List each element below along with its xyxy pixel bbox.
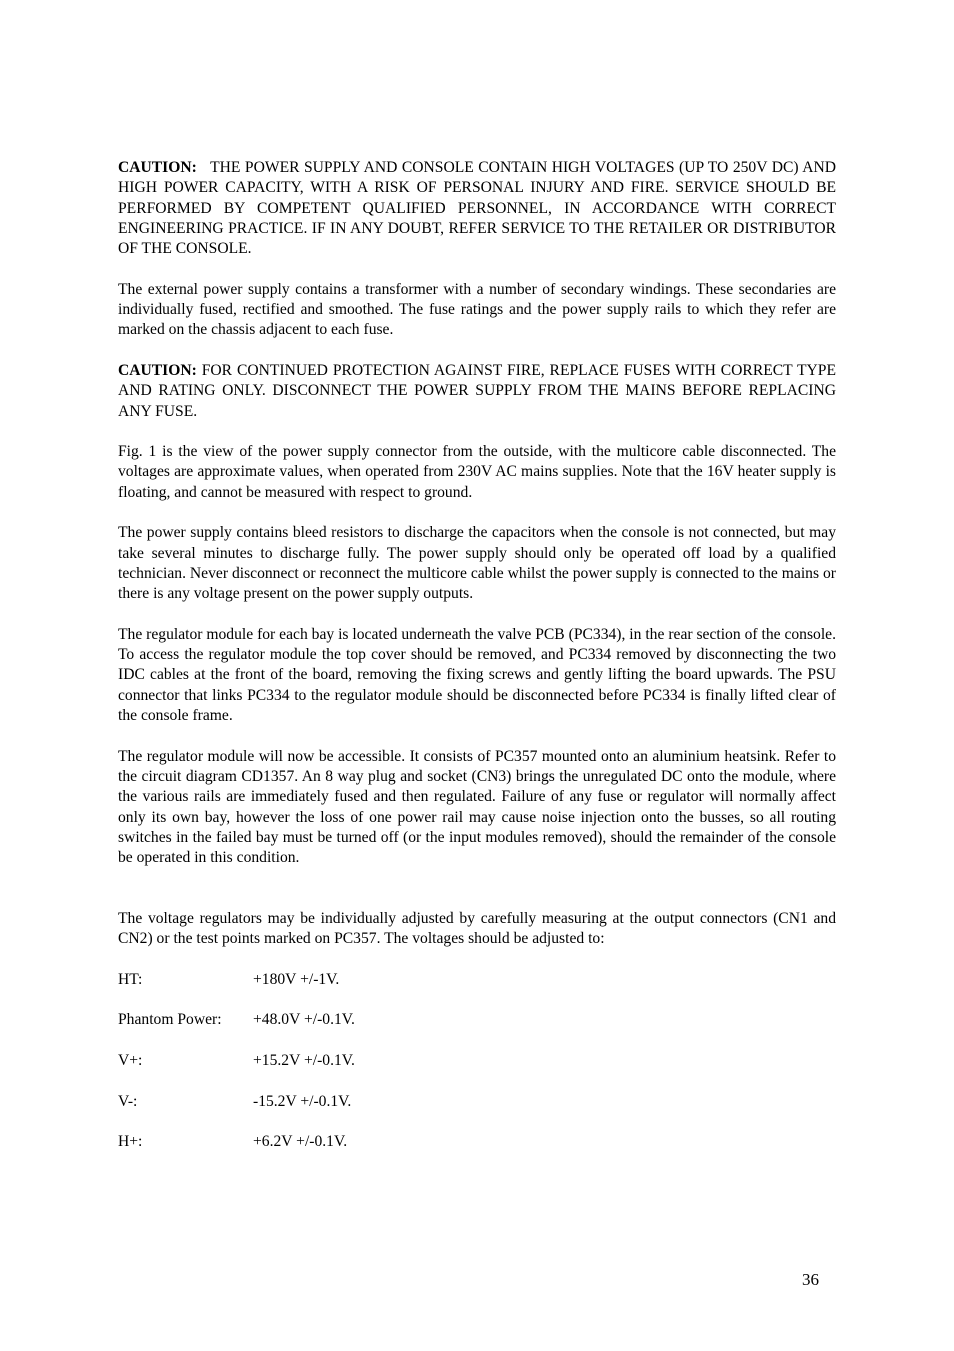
caution-text: THE POWER SUPPLY AND CONSOLE CONTAIN HIGH VOLTAGES (UP TO 250V DC) AND HIGH POWER CAPACITY, WITH A RISK OF PERSONAL INJURY AND FIRE. SERVICE SHOULD BE PERFORMED BY COMPETENT QUALIFIED PERSONNEL, IN ACCORDANCE WITH CORRECT ENGINEERING PRACTICE. IF IN ANY DOUBT, REFER SERVICE TO THE RETAILER OR DISTRIBUTOR OF THE CONSOLE.: [118, 159, 836, 258]
voltage-spec-value: +6.2V +/-0.1V.: [253, 1133, 348, 1151]
caution-label: CAUTION:: [118, 361, 197, 379]
paragraph-regulator-module: The regulator module will now be accessible. It consists of PC357 mounted onto an aluminium heatsink. Refer to the circuit diagram CD1357. An 8 way plug and socket (CN3) brings the unregulated DC onto the module, where the various rails are immediately fused and then regulated. Failure of any fuse or regulator will normally affect only its own bay, however the loss of one power rail may cause noise injection onto the busses, so all routing switches in the failed bay must be turned off (or the input modules removed), should the remainder of the console be operated in this condition.: [118, 747, 836, 867]
caution-paragraph-high-voltage: [118, 158, 836, 259]
voltage-spec-row: [118, 1092, 836, 1112]
voltage-spec-value: +48.0V +/-0.1V.: [253, 1011, 355, 1029]
caution-label: CAUTION:: [118, 159, 197, 176]
voltage-spec-row: [118, 970, 836, 990]
caution-paragraph-fuses: [118, 361, 836, 422]
voltage-spec-label: V-:: [118, 1092, 138, 1110]
voltage-spec-value: +180V +/-1V.: [253, 970, 340, 988]
voltage-spec-label: V+:: [118, 1052, 143, 1070]
caution-text: FOR CONTINUED PROTECTION AGAINST FIRE, REPLACE FUSES WITH CORRECT TYPE AND RATING ONLY. DISCONNECT THE POWER SUPPLY FROM THE MAINS BEFORE REPLACING ANY FUSE.: [118, 361, 836, 420]
voltage-spec-row: [118, 1132, 836, 1152]
paragraph-external-supply: The external power supply contains a transformer with a number of secondary windings. These secondaries are individually fused, rectified and smoothed. The fuse ratings and the power supply rails to which they refer are marked on the chassis adjacent to each fuse.: [118, 280, 836, 339]
paragraph-regulator-location: The regulator module for each bay is located underneath the valve PCB (PC334), in the rear section of the console. To access the regulator module the top cover should be removed, and PC334 removed by disconnecting the two IDC cables at the front of the board, removing the fixing screws and gently lifting the board upwards. The PSU connector that links PC334 to the regulator module should be disconnected before PC334 is finally lifted clear of the console frame.: [118, 625, 836, 725]
voltage-spec-label: HT:: [118, 970, 143, 988]
voltage-spec-value: +15.2V +/-0.1V.: [253, 1052, 355, 1070]
paragraph-adjustment: The voltage regulators may be individually adjusted by carefully measuring at the output connectors (CN1 and CN2) or the test points marked on PC357. The voltages should be adjusted to:: [118, 909, 836, 948]
paragraph-bleed-resistors: The power supply contains bleed resistors to discharge the capacitors when the console is not connected, but may take several minutes to discharge fully. The power supply should only be operated off load by a qualified technician. Never disconnect or reconnect the multicore cable whilst the power supply is connected to the mains or there is any voltage present on the power supply outputs.: [118, 524, 836, 603]
voltage-spec-label: Phantom Power:: [118, 1011, 222, 1029]
voltage-spec-value: -15.2V +/-0.1V.: [253, 1092, 352, 1110]
voltage-spec-label: H+:: [118, 1133, 143, 1151]
paragraph-fig1: Fig. 1 is the view of the power supply connector from the outside, with the multicore cable disconnected. The voltages are approximate values, when operated from 230V AC mains supplies. Note that the 16V heater supply is floating, and cannot be measured with respect to ground.: [118, 443, 836, 501]
voltage-spec-list: [118, 970, 836, 1153]
document-body: [118, 158, 836, 1173]
voltage-spec-row: [118, 1051, 836, 1071]
voltage-spec-row: [118, 1010, 836, 1030]
page-number: 36: [802, 1270, 819, 1289]
